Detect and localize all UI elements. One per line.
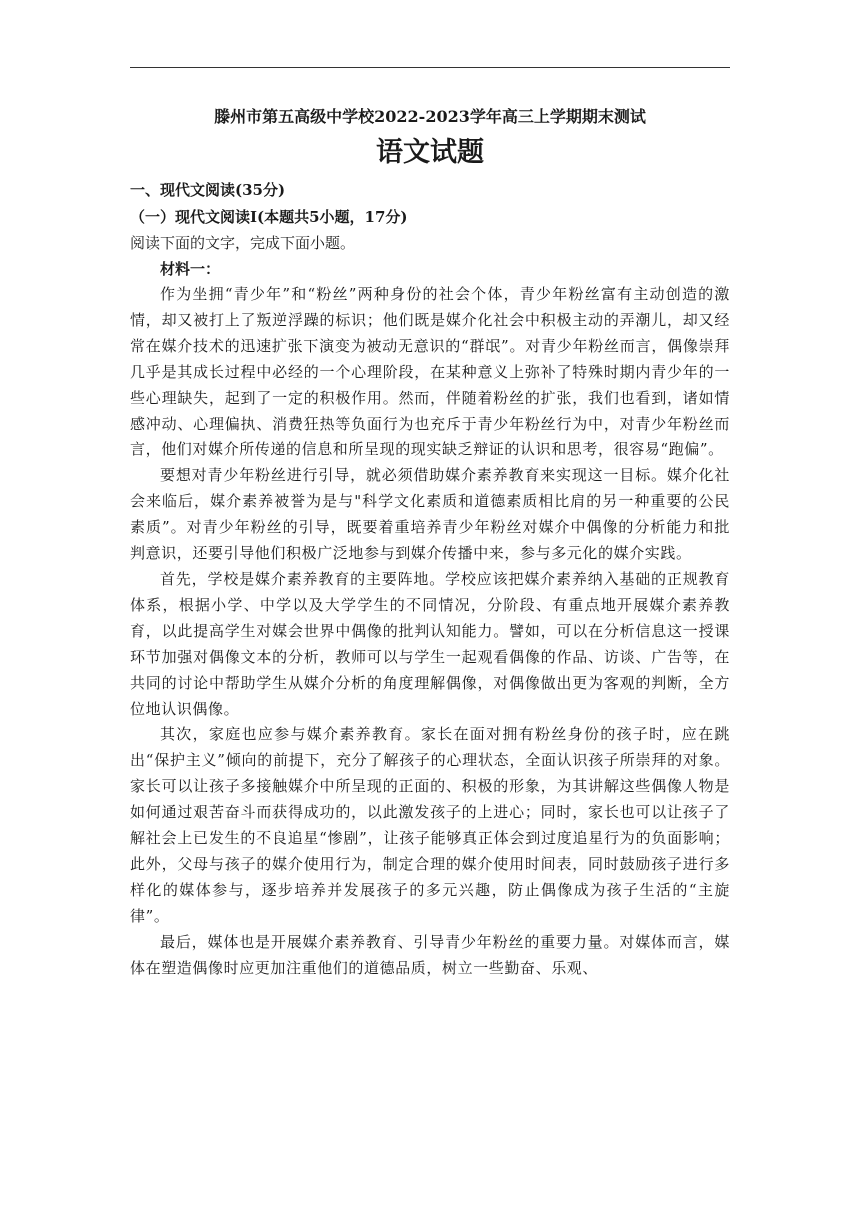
paragraph: 最后，媒体也是开展媒介素养教育、引导青少年粉丝的重要力量。对媒体而言，媒体在塑造偶像时应更加注重他们的道德品质，树立一些勤奋、乐观、	[130, 932, 730, 977]
document-body	[130, 104, 730, 981]
paragraph: 要想对青少年粉丝进行引导，就必须借助媒介素养教育来实现这一目标。媒介化社会来临后，媒介素养被誉为是与"科学文化素质和道德素质相比肩的另一种重要的公民素质”。对青少年粉丝的引导，既要着重培养青少年粉丝对媒介中偶像的分析能力和批判意识，还要引导他们积极广泛地参与到媒介传播中来，参与多元化的媒介实践。	[130, 466, 730, 563]
subsection-heading: （一）现代文阅读I(本题共5小题，17分)	[130, 208, 408, 226]
paragraph: 首先，学校是媒介素养教育的主要阵地。学校应该把媒介素养纳入基础的正规教育体系，根据小学、中学以及大学学生的不同情况，分阶段、有重点地开展媒介素养教育，以此提高学生对媒会世界中偶像的批判认知能力。譬如，可以在分析信息这一授课环节加强对偶像文本的分析，教师可以与学生一起观看偶像的作品、访谈、广告等，在共同的讨论中帮助学生从媒介分析的角度理解偶像，对偶像做出更为客观的判断，全方位地认识偶像。	[130, 569, 730, 718]
exam-title: 滕州市第五高级中学校2022-2023学年高三上学期期末测试	[214, 107, 646, 126]
material-label: 材料一：	[160, 260, 221, 278]
header-rule	[130, 67, 730, 68]
section-heading: 一、现代文阅读(35分)	[130, 181, 286, 199]
subject-title: 语文试题	[376, 137, 484, 168]
reading-instruction: 阅读下面的文字，完成下面小题。	[130, 234, 356, 252]
paragraph: 其次，家庭也应参与媒介素养教育。家长在面对拥有粉丝身份的孩子时，应在跳出“保护主义”倾向的前提下，充分了解孩子的心理状态，全面认识孩子所崇拜的对象。家长可以让孩子多接触媒介中所呈现的正面的、积极的形象，为其讲解这些偶像人物是如何通过艰苦奋斗而获得成功的，以此激发孩子的上进心；同时，家长也可以让孩子了解社会上已发生的不良追星“惨剧”，让孩子能够真正体会到过度追星行为的负面影响；此外，父母与孩子的媒介使用行为，制定合理的媒介使用时间表，同时鼓励孩子进行多样化的媒体参与，逐步培养并发展孩子的多元兴趣，防止偶像成为孩子生活的“主旋律”。	[130, 725, 730, 925]
paragraph: 作为坐拥“青少年”和“粉丝”两种身份的社会个体，青少年粉丝富有主动创造的激情，却又被打上了叛逆浮躁的标识；他们既是媒介化社会中积极主动的弄潮儿，却又经常在媒介技术的迅速扩张下演变为被动无意识的“群氓”。对青少年粉丝而言，偶像崇拜几乎是其成长过程中必经的一个心理阶段，在某种意义上弥补了特殊时期内青少年的一些心理缺失，起到了一定的积极作用。然而，伴随着粉丝的扩张，我们也看到，诸如情感冲动、心理偏执、消费狂热等负面行为也充斥于青少年粉丝行为中，对青少年粉丝而言，他们对媒介所传递的信息和所呈现的现实缺乏辩证的认识和思考，很容易“跑偏”。	[130, 285, 730, 459]
